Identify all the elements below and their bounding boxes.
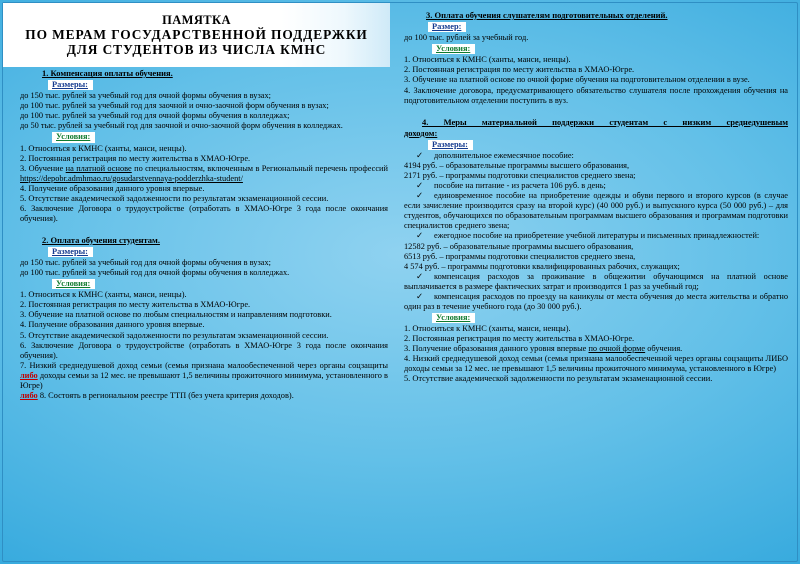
section-3-size-label: Размер: <box>428 22 466 32</box>
section-2-condition-item: 4. Получение образования данного уровня впервые. <box>20 320 205 330</box>
section-4-benefit-lead <box>404 181 788 191</box>
section-1-size-item: до 150 тыс. рублей за учебный год для очной формы обучения в вузах; <box>20 91 271 101</box>
section-2-condition-item: 5. Отсутствие академической задолженности по результатам экзаменационной сессии. <box>20 330 329 340</box>
section-1-size-item: до 50 тыс. рублей за учебный год для заочной и очно-заочной форм обучения в колледжах. <box>20 121 343 131</box>
section-2-condition-item: 1. Относиться к КМНС (ханты, манси, ненцы). <box>20 290 187 300</box>
page-title-line-2: ПО МЕРАМ ГОСУДАРСТВЕННОЙ ПОДДЕРЖКИ <box>25 27 368 42</box>
page-title-line-3: ДЛЯ СТУДЕНТОВ ИЗ ЧИСЛА КМНС <box>66 42 327 57</box>
section-4-benefit-item: 2171 руб. – программы подготовки специалистов среднего звена; <box>404 171 636 181</box>
section-3-size-item: до 100 тыс. рублей за учебный год. <box>404 33 529 43</box>
spacer <box>20 224 388 235</box>
benefit-lead-text: пособие на питание - из расчета 106 руб. в день; <box>434 181 606 191</box>
section-4-sizes-label: Размеры: <box>428 140 473 150</box>
section-1-condition-item: 2. Постоянная регистрация по месту жительства в ХМАО-Югре. <box>20 153 251 163</box>
section-1-condition-item: 5. Отсутствие академической задолженности по результатам экзаменационной сессии. <box>20 193 329 203</box>
section-2-condition-item-7 <box>20 361 388 391</box>
r-cond3-prefix: 3. Получение образования данного уровня впервые <box>404 344 589 353</box>
check-icon: ✓ <box>416 191 423 201</box>
check-icon: ✓ <box>416 231 423 241</box>
section-2-sizes-label: Размеры: <box>48 247 93 257</box>
cond3-underlined: на платной основе <box>65 163 132 173</box>
section-4-condition-item-3 <box>404 344 788 354</box>
section-4-benefit-item: 4 574 руб. – программы подготовки квалифицированных рабочих, служащих; <box>404 261 680 271</box>
section-4-condition-item: 4. Низкий среднедушевой доход семьи (семья признана малообеспеченной через органы соцзащиты ЛИБО доходы семьи за 12 мес. не превышают 1,5 величины прожиточного минимума, установленного в Югре) <box>404 354 788 374</box>
section-2-condition-item-8 <box>20 391 388 401</box>
cond7-suffix: доходы семьи за 12 мес. не превышают 1,5 величины прожиточного минимума, установленного в Югре) <box>20 370 388 390</box>
section-2-heading: 2. Оплата обучения студентам. <box>42 234 160 245</box>
section-3-condition-item: 2. Постоянная регистрация по месту жительства в ХМАО-Югре. <box>404 65 635 75</box>
cond8-emphasis: либо <box>20 390 38 400</box>
section-3-condition-item: 1. Относиться к КМНС (ханты, манси, ненцы). <box>404 55 571 65</box>
cond8-text: 8. Состоять в региональном реестре ТТП (без учета критерия доходов). <box>37 390 294 400</box>
check-icon: ✓ <box>416 291 423 301</box>
section-4-benefit-lead <box>404 272 788 292</box>
section-4-condition-item: 5. Отсутствие академической задолженности по результатам экзаменационной сессии. <box>404 374 713 384</box>
section-1-condition-item-3 <box>20 164 388 184</box>
spacer <box>404 106 788 117</box>
section-3-condition-item: 3. Обучение на платной основе по очной форме обучения на подготовительном отделении в вузе. <box>404 75 750 85</box>
section-1-condition-item: 1. Относиться к КМНС (ханты, манси, ненцы). <box>20 143 187 153</box>
cond7-emphasis: либо <box>20 370 38 380</box>
section-2-condition-item: 3. Обучение на платной основе по любым специальностям и направлениям подготовки. <box>20 310 332 320</box>
benefit-lead-text: компенсация расходов по проезду на каникулы от места обучения до места жительства и обратно один раз в течение учебного года (до 30 000 руб.). <box>404 291 788 311</box>
section-4-benefit-lead <box>404 292 788 312</box>
right-column <box>404 10 788 384</box>
section-2-condition-item: 6. Заключение Договора о трудоустройстве (отработать в ХМАО-Югре 3 года после окончания обучения). <box>20 340 388 360</box>
section-4-condition-item: 2. Постоянная регистрация по месту жительства в ХМАО-Югре. <box>404 333 635 343</box>
section-2-conditions-label: Условия: <box>52 279 95 289</box>
section-3-heading: 3. Оплата обучения слушателям подготовительных отделений. <box>426 10 668 20</box>
cond7-prefix: 7. Низкий среднедушевой доход семьи (семья признана малообеспеченной через органы соцзащиты <box>20 360 388 370</box>
benefit-lead-text: единовременное пособие на приобретение одежды и обуви первого и второго курсов (в случае если зачисление производится сразу на второй курс) (40 000 руб.) и выпускного курса (50 000 руб.) – для студентов, обучающихся по образовательным программам высшего образования и программам подготовки специалистов среднего звена; <box>404 191 788 231</box>
check-icon: ✓ <box>416 151 423 161</box>
section-1-condition-item: 4. Получение образования данного уровня впервые. <box>20 183 205 193</box>
section-4-benefit-lead <box>404 151 788 161</box>
section-4-condition-item: 1. Относиться к КМНС (ханты, манси, ненцы). <box>404 323 571 333</box>
benefit-lead-text: ежегодное пособие на приобретение учебной литературы и письменных принадлежностей: <box>434 231 760 241</box>
check-icon: ✓ <box>416 181 423 191</box>
section-3-conditions-label: Условия: <box>432 44 475 54</box>
section-1-size-item: до 100 тыс. рублей за учебный год для очной формы обучения в колледжах; <box>20 111 290 121</box>
section-4-heading-line-1: 4. Меры материальной поддержки студентам с низким среднедушевым <box>422 116 788 127</box>
section-4-heading-line-2: доходом: <box>404 127 438 138</box>
section-4-benefit-item: 4194 руб. – образовательные программы высшего образования, <box>404 161 630 171</box>
cond3-middle: по специальностям, включенным в Региональный перечень профессий <box>131 163 388 173</box>
r-cond3-underlined: по очной форме <box>588 344 646 353</box>
r-cond3-suffix: обучения. <box>645 344 683 353</box>
section-1-conditions-label: Условия: <box>52 132 95 142</box>
section-4-benefit-item: 12582 руб. – образовательные программы высшего образования, <box>404 241 634 251</box>
regional-list-link[interactable]: https://depobr.admhmao.ru/gosudarstvennaya-podderzhka-student/ <box>20 173 243 183</box>
cond3-prefix: 3. Обучение <box>20 163 66 173</box>
benefit-lead-text: дополнительное ежемесячное пособие: <box>434 151 574 161</box>
section-1-heading: 1. Компенсация оплаты обучения. <box>42 68 173 78</box>
section-2-condition-item: 2. Постоянная регистрация по месту жительства в ХМАО-Югре. <box>20 300 251 310</box>
section-4-benefit-lead <box>404 191 788 231</box>
page-title-line-1: ПАМЯТКА <box>162 13 231 27</box>
section-4-benefit-item: 6513 руб. – программы подготовки специалистов среднего звена, <box>404 251 636 261</box>
document-title-banner <box>3 3 390 67</box>
section-1-sizes-label: Размеры: <box>48 80 93 90</box>
check-icon: ✓ <box>416 271 423 281</box>
section-1-size-item: до 100 тыс. рублей за учебный год для заочной и очно-заочной форм обучения в вузах; <box>20 101 329 111</box>
section-2-size-item: до 100 тыс. рублей за учебный год для очной формы обучения в колледжах. <box>20 268 290 278</box>
section-1-condition-item: 6. Заключение Договора о трудоустройстве (отработать в ХМАО-Югре 3 года после окончания обучения). <box>20 203 388 223</box>
section-4-conditions-label: Условия: <box>432 313 475 323</box>
section-3-condition-item: 4. Заключение договора, предусматривающего обязательство слушателя после прохождения обучения на подготовительном отделении поступить в вуз. <box>404 85 788 105</box>
section-4-benefit-lead <box>404 231 788 241</box>
benefit-lead-text: компенсация расходов за проживание в общежитии обучающимся на платной основе выплачивается в размере фактических затрат и производится 1 раз за учебный год; <box>404 271 788 291</box>
section-2-size-item: до 150 тыс. рублей за учебный год для очной формы обучения в вузах; <box>20 258 271 268</box>
left-column <box>20 68 388 401</box>
